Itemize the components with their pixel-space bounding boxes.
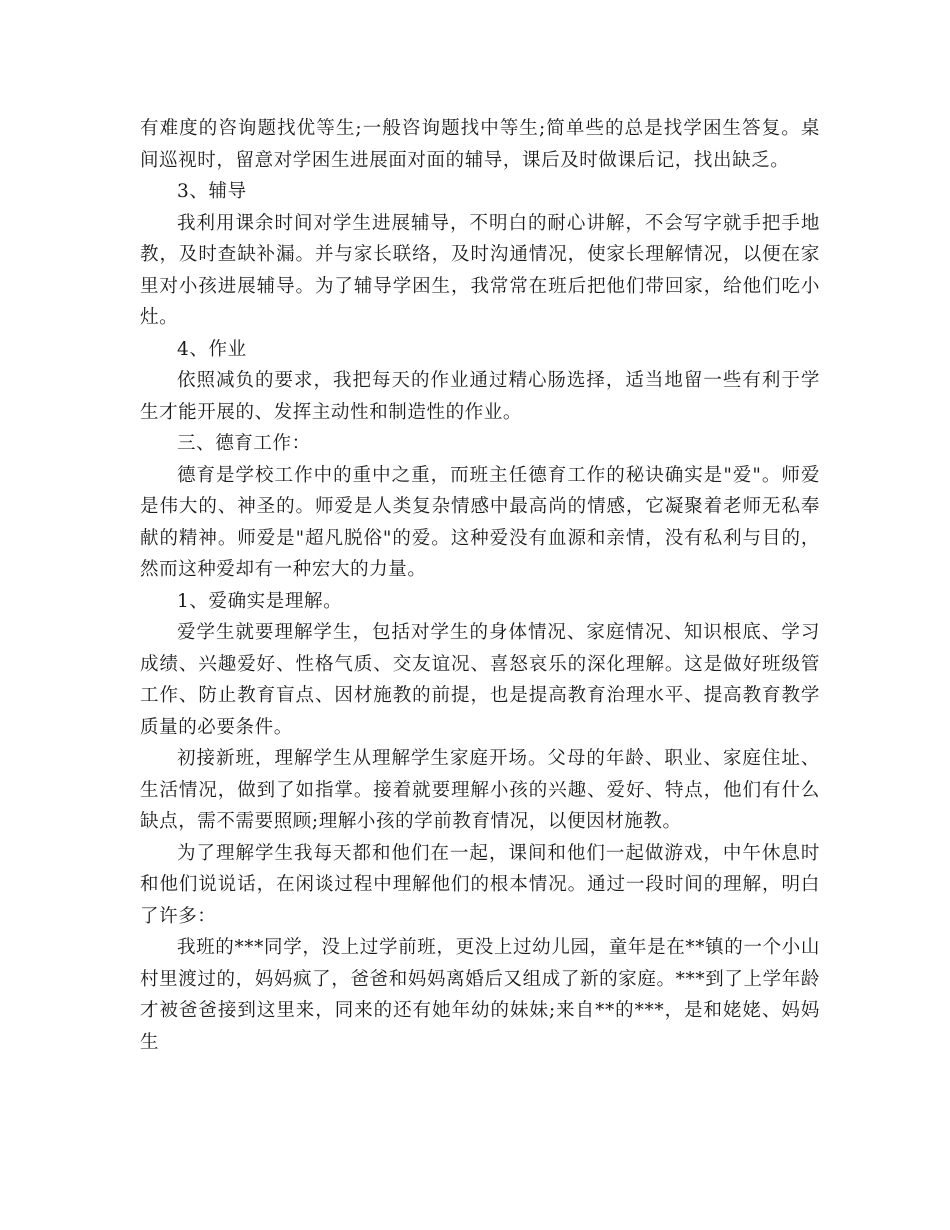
heading-homework: 4、作业: [177, 338, 247, 360]
paragraph-daily-time: 为了理解学生我每天都和他们在一起，课间和他们一起做游戏，中午休息时和他们说说话，在闲谈过程中理解他们的根本情况。通过一段时间的理解，明白了许多：: [140, 842, 820, 927]
document-body: [140, 113, 820, 1058]
heading-love-is-understanding: 1、爱确实是理解。: [177, 590, 343, 612]
heading-tutoring: 3、辅导: [177, 181, 247, 202]
paragraph-consultation-questions: 有难度的咨询题找优等生;一般咨询题找中等生;简单些的总是找学困生答复。桌间巡视时，留意对学困生进展面对面的辅导，课后及时做课后记，找出缺乏。: [140, 118, 820, 171]
paragraph-understand-students: 爱学生就要理解学生，包括对学生的身体情况、家庭情况、知识根底、学习成绩、兴趣爱好、性格气质、交友谊况、喜怒哀乐的深化理解。这是做好班级管工作、防止教育盲点、因材施教的前提，也是提高教育治理水平、提高教育教学质量的必要条件。: [140, 622, 820, 738]
heading-moral-education: 三、德育工作：: [177, 433, 311, 454]
paragraph-new-class: 初接新班，理解学生从理解学生家庭开场。父母的年龄、职业、家庭住址、生活情况，做到了如指掌。接着就要理解小孩的兴趣、爱好、特点，他们有什么缺点，需不需要照顾;理解小孩的学前教育情况，以便因材施教。: [140, 748, 820, 832]
paragraph-moral-education: 德育是学校工作中的重中之重，而班主任德育工作的秘诀确实是"爱"。师爱是伟大的、神圣的。师爱是人类复杂情感中最高尚的情感，它凝聚着老师无私奉献的精神。师爱是"超凡脱俗"的爱。这种爱没有血源和亲情，没有私利与目的，然而这种爱却有一种宏大的力量。: [140, 464, 820, 580]
paragraph-student-example: 我班的***同学，没上过学前班，更没上过幼儿园，童年是在**镇的一个小山村里渡过的，妈妈疯了，爸爸和妈妈离婚后又组成了新的家庭。***到了上学年龄才被爸爸接到这里来，同来的还有她年幼的妹妹;来自**的***，是和姥姥、妈妈生: [140, 937, 820, 1053]
paragraph-tutoring: 我利用课余时间对学生进展辅导，不明白的耐心讲解，不会写字就手把手地教，及时查缺补漏。并与家长联络，及时沟通情况，使家长理解情况，以便在家里对小孩进展辅导。为了辅导学困生，我常常在班后把他们带回家，给他们吃小灶。: [140, 212, 820, 328]
paragraph-homework: 依照减负的要求，我把每天的作业通过精心肠选择，适当地留一些有利于学生才能开展的、发挥主动性和制造性的作业。: [140, 370, 820, 423]
